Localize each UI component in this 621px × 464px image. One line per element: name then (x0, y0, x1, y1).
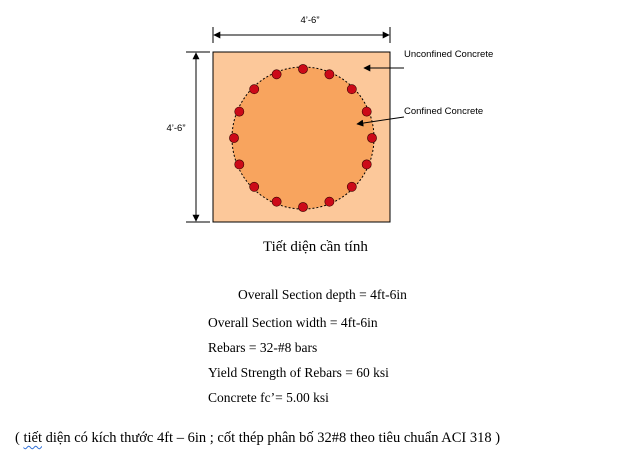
rebar (298, 202, 307, 211)
rebar (325, 197, 334, 206)
footnote-first-word: tiết (23, 430, 42, 446)
rebar (347, 182, 356, 191)
footnote (15, 430, 500, 447)
height-dimension-label: 4’-6” (166, 123, 186, 134)
unconfined-concrete-label: Unconfined Concrete (404, 49, 494, 60)
rebar (229, 133, 238, 142)
rebar (362, 160, 371, 169)
rebar (272, 197, 281, 206)
width-dimension-label: 4’-6” (300, 15, 320, 26)
param-section-depth: Overall Section depth = 4ft-6in (238, 287, 407, 302)
rebar (298, 64, 307, 73)
param-concrete-strength: Concrete fc’= 5.00 ksi (208, 390, 329, 405)
rebar (362, 107, 371, 116)
rebar (235, 107, 244, 116)
param-section-width: Overall Section width = 4ft-6in (208, 315, 378, 330)
rebar (235, 160, 244, 169)
param-yield-strength: Yield Strength of Rebars = 60 ksi (208, 365, 389, 380)
rebar (367, 133, 376, 142)
confined-concrete-label: Confined Concrete (404, 106, 484, 117)
rebar (325, 70, 334, 79)
footnote-rest: diện có kích thước 4ft – 6in ; cốt thép phân bố 32#8 theo tiêu chuẩn ACI 318 ) (42, 430, 501, 446)
rebar (347, 85, 356, 94)
section-caption: Tiết diện cần tính (263, 239, 368, 255)
footnote-open-paren: ( (15, 430, 20, 446)
rebar (272, 70, 281, 79)
rebar (250, 182, 259, 191)
rebar (250, 85, 259, 94)
param-rebars: Rebars = 32-#8 bars (208, 340, 318, 355)
